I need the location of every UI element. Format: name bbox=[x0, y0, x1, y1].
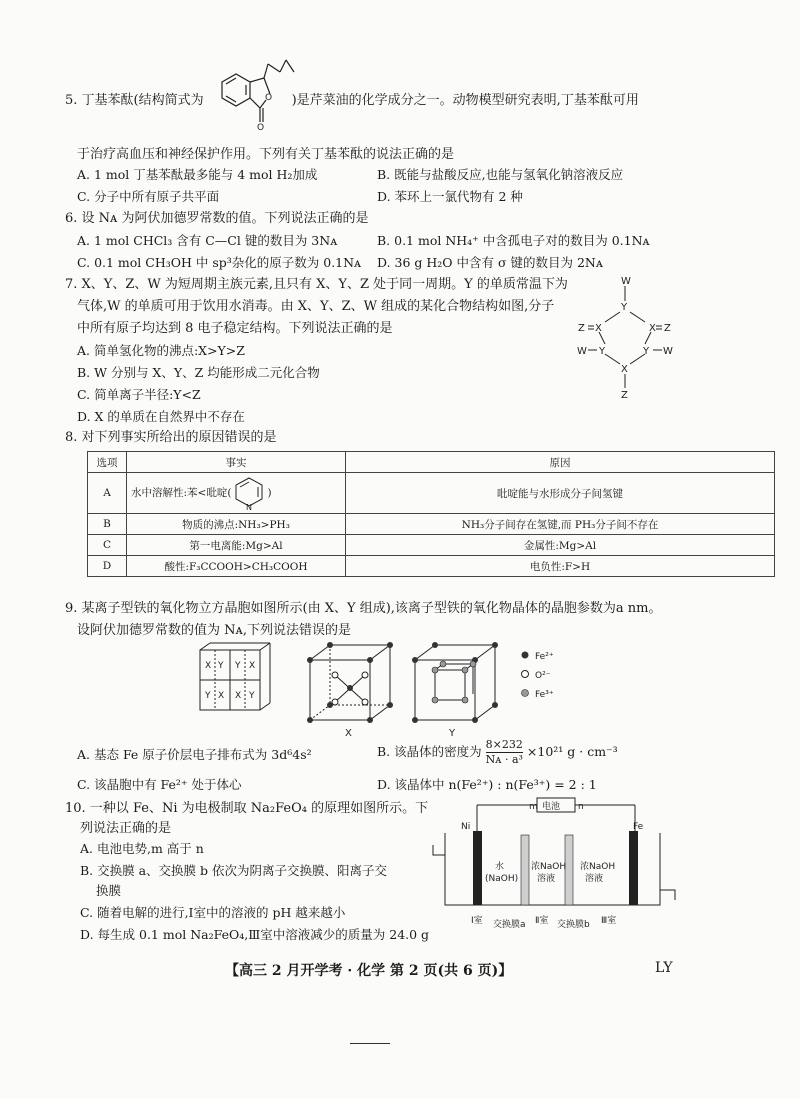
q7-line3: 中所有原子均达到 8 电子稳定结构。下列说法正确的是 bbox=[77, 321, 393, 336]
q9-b-suffix: ×10²¹ g · cm⁻³ bbox=[526, 744, 618, 759]
legend-o: O²⁻ bbox=[535, 671, 551, 681]
room1-text-a: 水 bbox=[495, 862, 505, 872]
membrane-a-label: 交换膜a bbox=[493, 920, 526, 930]
pyridine-structure bbox=[231, 475, 267, 511]
q9-b-denominator: Nᴀ · a³ bbox=[485, 753, 523, 766]
q5-option-a: A. 1 mol 丁基苯酞最多能与 4 mol H₂加成 bbox=[77, 167, 318, 182]
q10-option-b-line1: B. 交换膜 a、交换膜 b 依次为阴离子交换膜、阳离子交 bbox=[80, 863, 388, 878]
legend-fe2-marker bbox=[522, 652, 529, 659]
q9-option-b bbox=[377, 738, 618, 767]
room2-text-b: 溶液 bbox=[537, 874, 556, 884]
q8-stem: 8. 对下列事实所给出的原因错误的是 bbox=[65, 430, 277, 445]
q9-b-numerator: 8×232 bbox=[485, 738, 523, 751]
legend-fe3-marker bbox=[522, 690, 529, 697]
q9-crystal-diagram bbox=[195, 640, 615, 740]
table-header-row bbox=[88, 452, 775, 473]
q7-option-a: A. 简单氢化物的沸点:X>Y>Z bbox=[77, 343, 245, 358]
battery-label: 电池 bbox=[542, 802, 561, 812]
atom-x-left: X bbox=[595, 323, 602, 334]
svg-text:O: O bbox=[257, 123, 265, 133]
row-reason: 金属性:Mg>Al bbox=[346, 535, 775, 556]
legend-fe3: Fe³⁺ bbox=[535, 690, 554, 700]
fact-text: 水中溶解性:苯<吡啶( bbox=[131, 487, 232, 499]
terminal-n: n bbox=[578, 802, 584, 812]
row-fact bbox=[127, 473, 346, 514]
atom-x-bottom: X bbox=[621, 364, 628, 375]
q6-option-d: D. 36 g H₂O 中含有 σ 键的数目为 2Nᴀ bbox=[377, 255, 603, 270]
row-option: D bbox=[88, 556, 127, 577]
ni-label: Ni bbox=[461, 822, 471, 832]
q5-option-d: D. 苯环上一氯代物有 2 种 bbox=[377, 189, 523, 204]
q5-option-c: C. 分子中所有原子共平面 bbox=[77, 189, 220, 204]
atom-w-top: W bbox=[621, 276, 631, 287]
fe-label: Fe bbox=[633, 822, 644, 832]
atom-x-right: X bbox=[649, 323, 656, 334]
room3-text-a: 浓NaOH bbox=[580, 862, 616, 872]
atom-z-right: Z bbox=[664, 323, 671, 334]
q6-option-a: A. 1 mol CHCl₃ 含有 C—Cl 键的数目为 3Nᴀ bbox=[77, 233, 338, 248]
atom-y-right: Y bbox=[643, 346, 650, 357]
footer-code: LY bbox=[655, 960, 673, 976]
q9-b-fraction bbox=[486, 738, 523, 767]
atom-y-top: Y bbox=[621, 302, 628, 313]
membrane-b-label: 交换膜b bbox=[557, 920, 590, 930]
q5-prefix: 5. 丁基苯酞(结构简式为 bbox=[65, 93, 204, 108]
atom-z-left: Z bbox=[578, 323, 585, 334]
q10-option-c: C. 随着电解的进行,Ⅰ室中的溶液的 pH 越来越小 bbox=[80, 905, 346, 920]
q10-line2: 列说法正确的是 bbox=[80, 821, 172, 836]
room1-label: Ⅰ室 bbox=[471, 916, 483, 926]
q10-option-a: A. 电池电势,m 高于 n bbox=[80, 841, 204, 856]
q7-line2: 气体,W 的单质可用于饮用水消毒。由 X、Y、Z、W 组成的某化合物结构如图,分子 bbox=[77, 299, 555, 314]
grid-y-1: Y bbox=[218, 661, 224, 671]
room1-text-b: (NaOH) bbox=[485, 874, 519, 884]
page-footer: 【高三 2 月开学考 · 化学 第 2 页(共 6 页)】 bbox=[225, 963, 513, 979]
cell-x-label: X bbox=[345, 728, 352, 739]
q10-option-d: D. 每生成 0.1 mol Na₂FeO₄,Ⅲ室中溶液减少的质量为 24.0 g bbox=[80, 927, 430, 942]
q6-stem: 6. 设 Nᴀ 为阿伏加德罗常数的值。下列说法正确的是 bbox=[65, 211, 369, 226]
q6-option-c: C. 0.1 mol CH₃OH 中 sp³杂化的原子数为 0.1Nᴀ bbox=[77, 255, 362, 270]
page-divider bbox=[350, 1043, 390, 1044]
q5-suffix: )是芹菜油的化学成分之一。动物模型研究表明,丁基苯酞可用 bbox=[291, 93, 639, 108]
q9-option-c: C. 该晶胞中有 Fe²⁺ 处于体心 bbox=[77, 777, 242, 792]
room3-text-b: 溶液 bbox=[585, 874, 604, 884]
header-reason: 原因 bbox=[346, 452, 775, 473]
fact-tail: ) bbox=[267, 487, 272, 499]
svg-text:O: O bbox=[265, 93, 273, 103]
table-row bbox=[88, 514, 775, 535]
row-reason: 吡啶能与水形成分子间氢键 bbox=[346, 473, 775, 514]
cell-y-label: Y bbox=[449, 728, 456, 739]
table-row bbox=[88, 473, 775, 514]
row-fact: 物质的沸点:NH₃>PH₃ bbox=[127, 514, 346, 535]
q9-line2: 设阿伏加德罗常数的值为 Nᴀ,下列说法错误的是 bbox=[77, 623, 351, 638]
q9-b-prefix: B. 该晶体的密度为 bbox=[377, 744, 482, 759]
q7-line1: 7. X、Y、Z、W 为短周期主族元素,且只有 X、Y、Z 处于同一周期。Y 的单质常温下为 bbox=[65, 277, 568, 292]
q10-option-b-line2: 换膜 bbox=[96, 883, 122, 898]
row-option: C bbox=[88, 535, 127, 556]
table-row bbox=[88, 535, 775, 556]
legend-o-marker bbox=[522, 671, 529, 678]
grid-x-1: X bbox=[205, 661, 212, 671]
ring-atom-n: N bbox=[246, 503, 253, 511]
grid-x-2: X bbox=[249, 661, 256, 671]
grid-x-3: X bbox=[218, 691, 225, 701]
ni-electrode bbox=[473, 831, 482, 905]
cell-x-fe2-atoms bbox=[307, 642, 393, 723]
butylphthalide-structure bbox=[208, 58, 298, 138]
membrane-b bbox=[565, 835, 573, 905]
atom-w-left: W bbox=[577, 346, 587, 357]
row-reason: 电负性:F>H bbox=[346, 556, 775, 577]
grid-y-4: Y bbox=[249, 691, 255, 701]
row-fact: 第一电离能:Mg>Al bbox=[127, 535, 346, 556]
q9-line1: 9. 某离子型铁的氧化物立方晶胞如图所示(由 X、Y 组成),该离子型铁的氧化物晶体的晶胞参数为a nm。 bbox=[65, 601, 662, 616]
room3-label: Ⅲ室 bbox=[601, 916, 617, 926]
cell-y bbox=[415, 645, 495, 720]
atom-y-left: Y bbox=[599, 346, 606, 357]
row-option: A bbox=[88, 473, 127, 514]
grid-y-3: Y bbox=[205, 691, 211, 701]
grid-x-4: X bbox=[235, 691, 242, 701]
q6-option-b: B. 0.1 mol NH₄⁺ 中含孤电子对的数目为 0.1Nᴀ bbox=[377, 233, 650, 248]
header-fact: 事实 bbox=[127, 452, 346, 473]
q7-option-d: D. X 的单质在自然界中不存在 bbox=[77, 409, 245, 424]
q10-line1: 10. 一种以 Fe、Ni 为电极制取 Na₂FeO₄ 的原理如图所示。下 bbox=[65, 801, 429, 816]
q9-option-a: A. 基态 Fe 原子价层电子排布式为 3d⁶4s² bbox=[77, 747, 312, 762]
q8-table bbox=[87, 451, 775, 577]
cell-x bbox=[310, 645, 390, 720]
q5-option-b: B. 既能与盐酸反应,也能与氢氧化钠溶液反应 bbox=[377, 167, 624, 182]
fe-electrode bbox=[629, 831, 638, 905]
atom-w-right: W bbox=[663, 346, 673, 357]
table-row bbox=[88, 556, 775, 577]
q5-line1 bbox=[65, 92, 639, 110]
room2-text-a: 浓NaOH bbox=[531, 862, 567, 872]
row-fact: 酸性:F₃CCOOH>CH₃COOH bbox=[127, 556, 346, 577]
atom-z-bottom: Z bbox=[621, 390, 628, 401]
row-reason: NH₃分子间存在氢键,而 PH₃分子间不存在 bbox=[346, 514, 775, 535]
legend-fe2: Fe²⁺ bbox=[535, 652, 554, 662]
row-option: B bbox=[88, 514, 127, 535]
membrane-a bbox=[521, 835, 529, 905]
q7-option-c: C. 简单离子半径:Y<Z bbox=[77, 387, 201, 402]
room2-label: Ⅱ室 bbox=[535, 916, 549, 926]
q7-structure-diagram bbox=[575, 274, 675, 404]
header-option: 选项 bbox=[88, 452, 127, 473]
q7-option-b: B. W 分别与 X、Y、Z 均能形成二元化合物 bbox=[77, 365, 320, 380]
cell-y-fe2-atoms bbox=[412, 642, 498, 723]
electrolysis-diagram bbox=[425, 795, 685, 940]
q9-option-d: D. 该晶体中 n(Fe²⁺) : n(Fe³⁺) = 2 : 1 bbox=[377, 777, 597, 792]
terminal-m: m bbox=[529, 802, 538, 812]
grid-y-2: Y bbox=[235, 661, 241, 671]
q5-line2: 于治疗高血压和神经保护作用。下列有关丁基苯酞的说法正确的是 bbox=[77, 147, 455, 162]
